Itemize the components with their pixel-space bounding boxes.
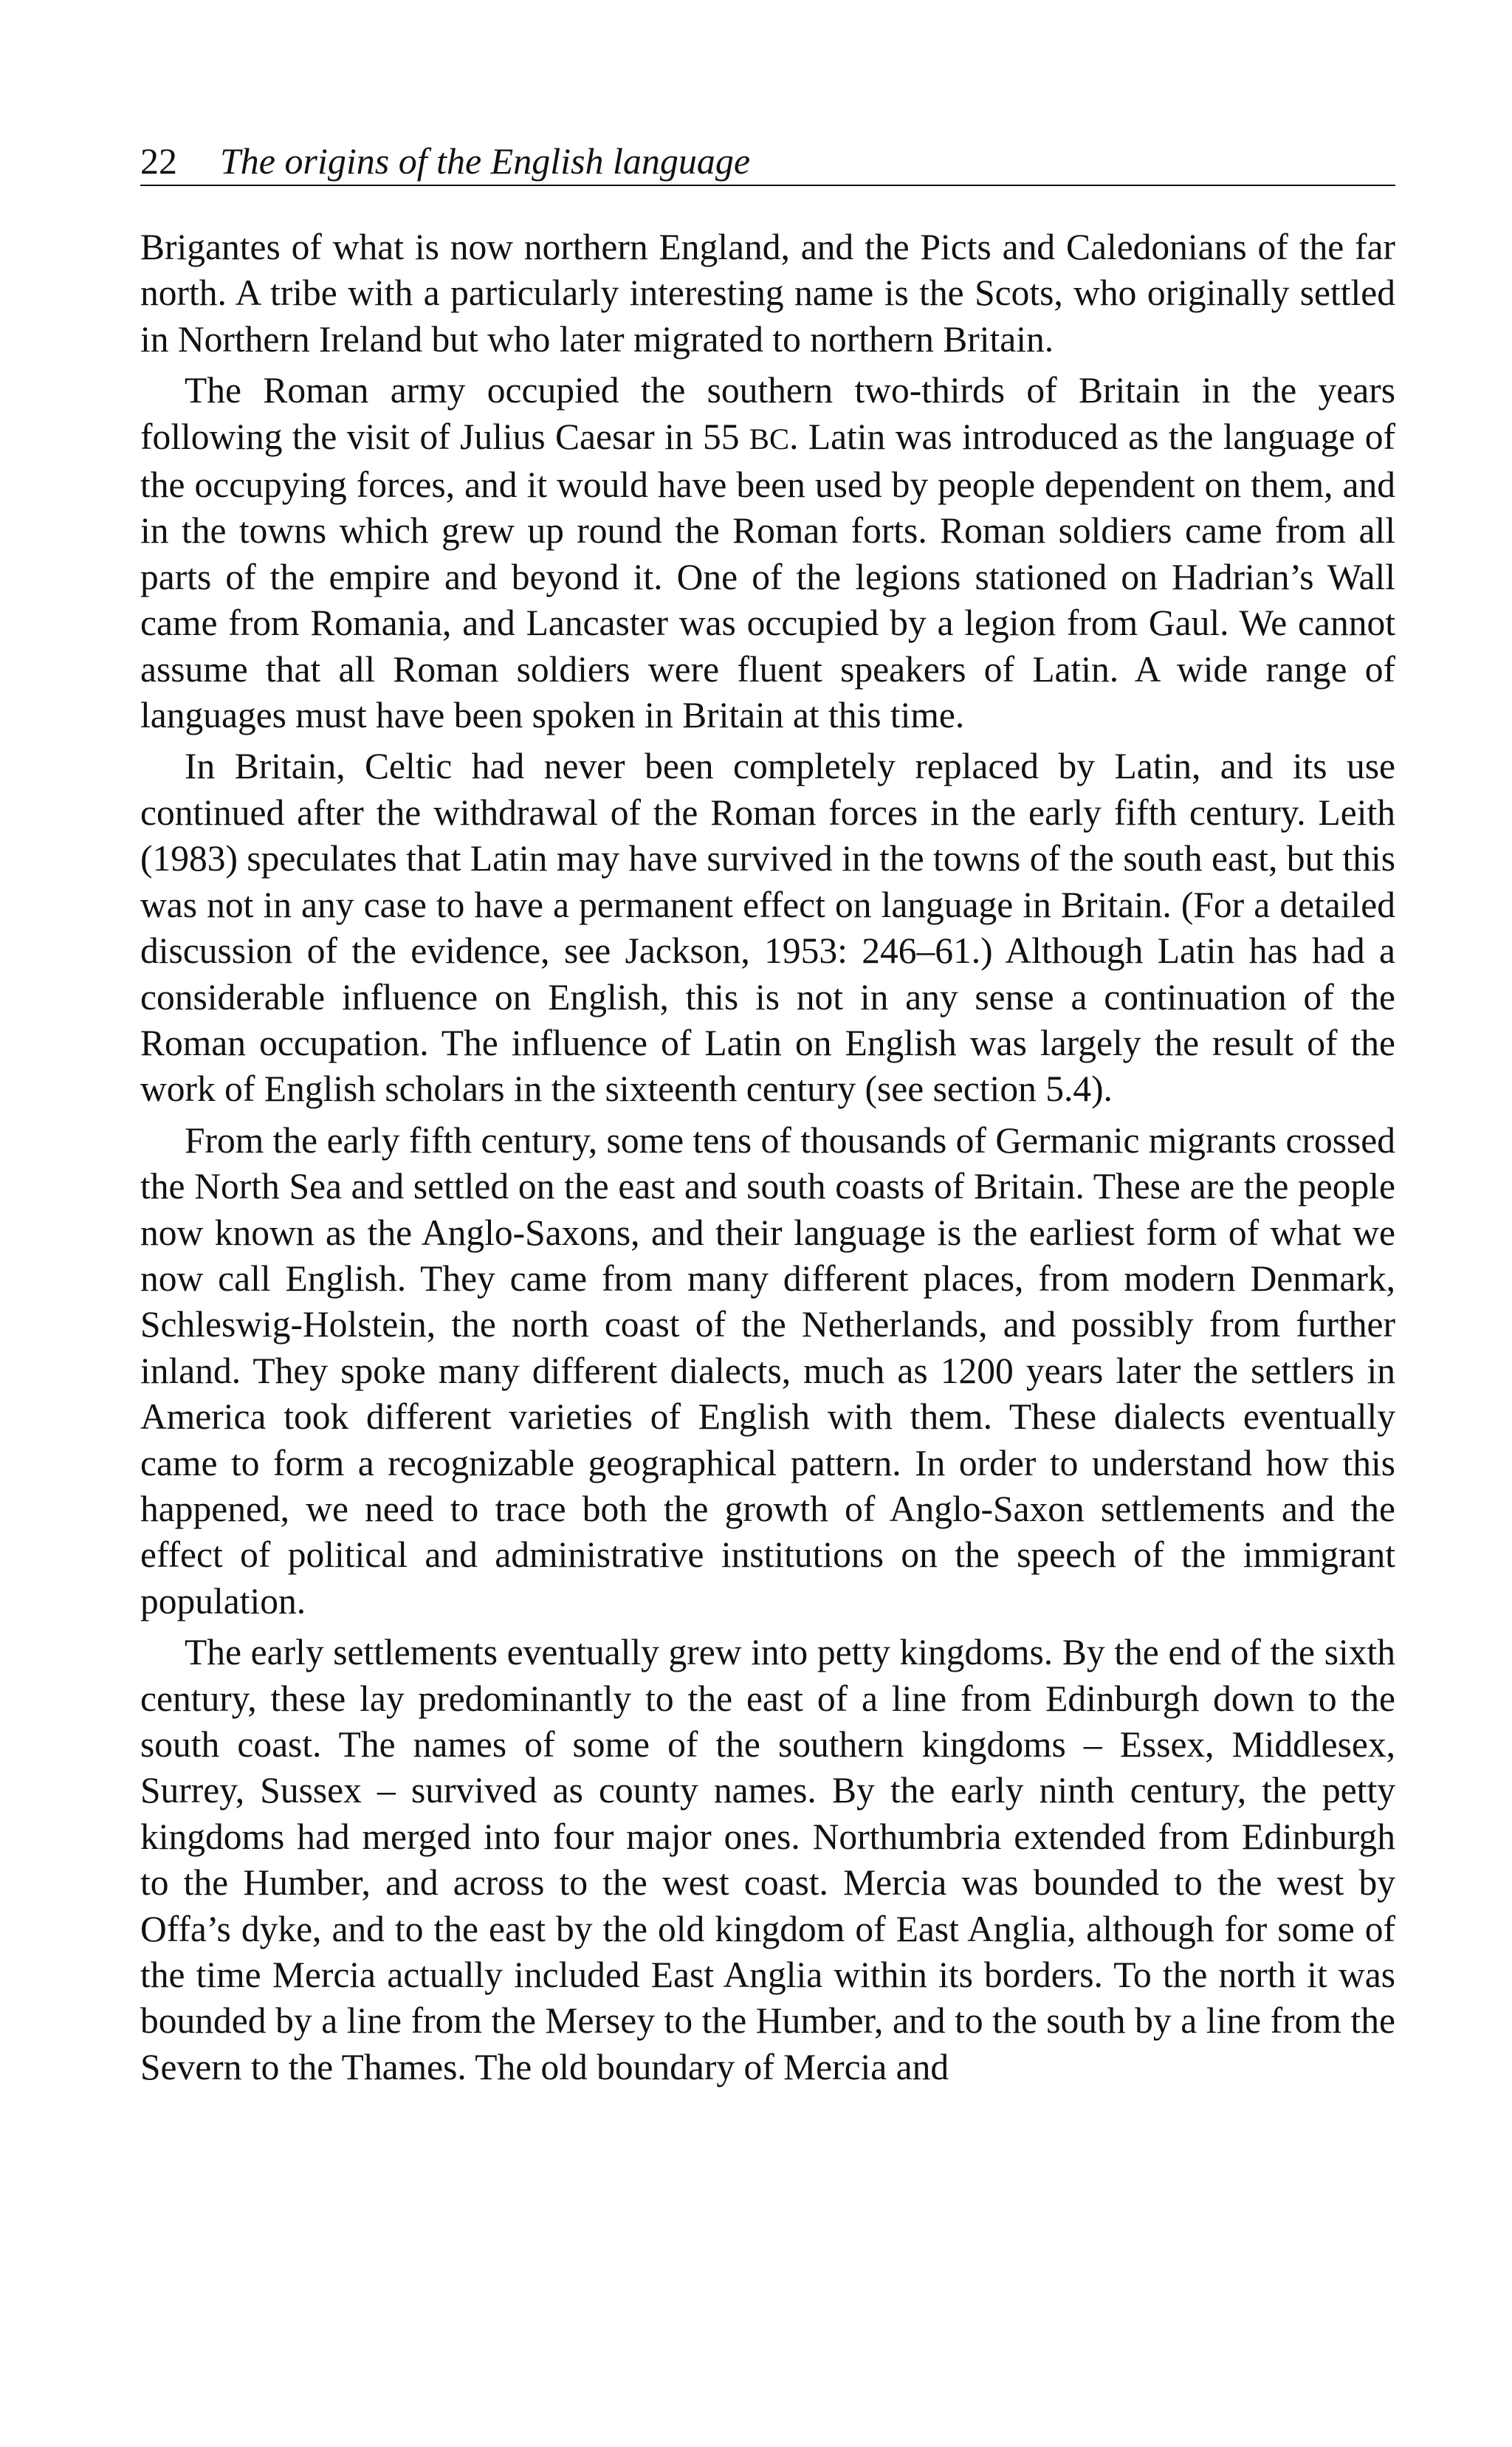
era-abbreviation: BC — [749, 422, 790, 456]
paragraph-5: The early settlements eventually grew into petty kingdoms. By the end of the sixth century, these lay predominantly to the east of a line from Edinburgh down to the south coast. The names of some of the southern kingdoms – Essex, Middlesex, Surrey, Sussex – survived as county names. By the early ninth century, the petty kingdoms had merged into four major ones. Northumbria extended from Edinburgh to the Humber, and across to the west coast. Mercia was bounded to the west by Offa’s dyke, and to the east by the old kingdom of East Anglia, although for some of the time Mercia actually included East Anglia within its borders. To the north it was bounded by a line from the Mersey to the Humber, and to the south by a line from the Severn to the Thames. The old boundary of Mercia and — [140, 1632, 1395, 2087]
paragraph-4: From the early fifth century, some tens of thousands of Germanic migrants crossed the North Sea and settled on the east and south coasts of Britain. These are the people now known as the Anglo-Saxons, and their language is the earliest form of what we now call English. They came from many different places, from modern Denmark, Schleswig-Holstein, the north coast of the Netherlands, and possibly from further inland. They spoke many different dialects, much as 1200 years later the settlers in America took different varieties of English with them. These dialects eventually came to form a recognizable geographical pattern. In order to understand how this happened, we need to trace both the growth of Anglo-Saxon settlements and the effect of political and administrative institutions on the speech of the immigrant population. — [140, 1119, 1395, 1621]
page-number: 22 — [140, 140, 177, 182]
running-title: The origins of the English language — [220, 140, 751, 182]
paragraph-1: Brigantes of what is now northern England, and the Picts and Caledonians of the far north. A tribe with a particularly interesting name is the Scots, who originally settled in Northern Ireland but who later migrated to northern Britain. — [140, 227, 1395, 360]
book-page — [140, 140, 1395, 2096]
paragraph-3: In Britain, Celtic had never been completely replaced by Latin, and its use continued after the withdrawal of the Roman forces in the early fifth century. Leith (1983) speculates that Latin may have survived in the towns of the south east, but this was not in any case to have a permanent effect on language in Britain. (For a detailed discussion of the evidence, see Jackson, 1953: 246–61.) Although Latin has had a considerable influence on English, this is not in any sense a continuation of the Roman occupation. The influence of Latin on English was largely the result of the work of English scholars in the sixteenth century (see section 5.4). — [140, 746, 1395, 1110]
running-head — [140, 140, 1395, 186]
paragraph-2: The Roman army occupied the southern two-thirds of Britain in the years following the visit of Julius Caesar in 55 BC. Latin was introduced as the language of the occupying forces, and it would have been used by people dependent on them, and in the towns which grew up round the Roman forts. Roman soldiers came from all parts of the empire and beyond it. One of the legions stationed on Hadrian’s Wall came from Romania, and Lancaster was occupied by a legion from Gaul. We cannot assume that all Roman soldiers were fluent speakers of Latin. A wide range of languages must have been spoken in Britain at this time. — [140, 370, 1395, 736]
body-text — [140, 224, 1395, 2090]
